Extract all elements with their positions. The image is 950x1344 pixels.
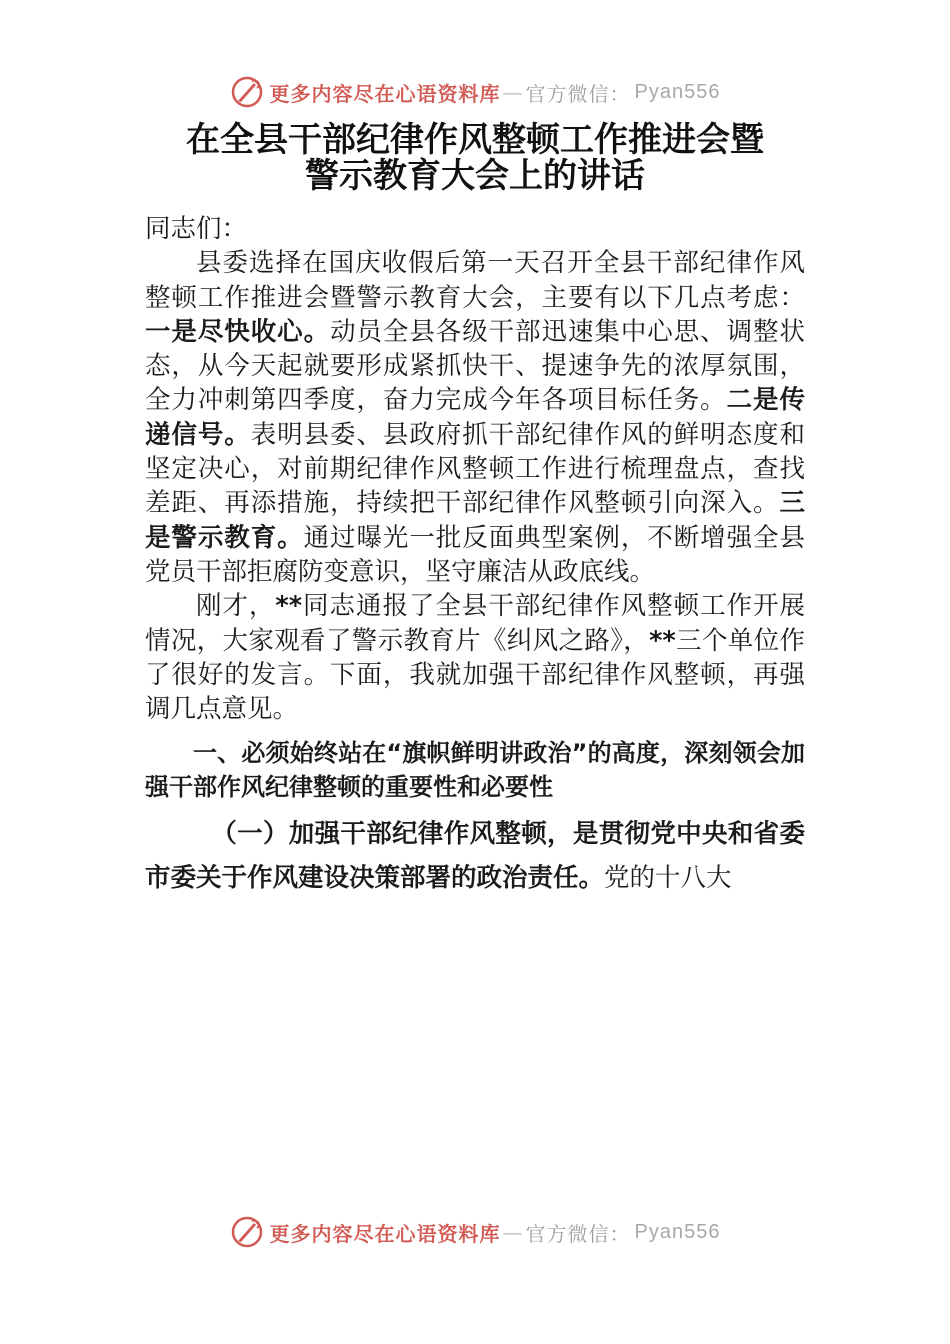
watermark-separator: — [502,80,524,104]
p1-intro: 县委选择在国庆收假后第一天召开全县干部纪律作风整顿工作推进会暨警示教育大会，主要有以下几点考虑： [145,248,805,313]
title-line-2: 警示教育大会上的讲话 [305,156,645,196]
p2-a: 刚才， [196,591,276,622]
p1-point-1-text: 动员全县各级干部迅速集中心思、调整状态，从今天起就要形成紧抓快干、提速争先的浓厚氛围，全力冲刺第四季度，奋力完成今年各项目标任务。 [145,316,805,416]
p1-point-2: 二是传递信号。 [145,385,805,450]
watermark-header [0,72,950,112]
watermark-label: 官方微信： [525,1221,631,1246]
section-heading-1: 一、必须始终站在“旗帜鲜明讲政治”的高度，深刻领会加强干部作风纪律整顿的重要性和必要性 [145,739,805,802]
subsection-heading-bold: （一）加强干部纪律作风整顿，是贯彻党中央和省委市委关于作风建设决策部署的政治责任。 [145,819,805,894]
watermark-wechat-id: Pyan556 [634,80,721,103]
document-title [150,122,800,194]
watermark-separator: — [502,1220,524,1244]
p1-point-2-text: 表明县委、县政府抓干部纪律作风的鲜明态度和坚定决心，对前期纪律作风整顿工作进行梳理盘点，查找差距、再添措施，持续把干部纪律作风整顿引向深入。 [145,419,805,519]
quill-seal-icon [230,75,264,109]
document-body [145,212,805,900]
subsection-heading-text: 党的十八大 [604,863,732,894]
p1-point-3-text: 通过曝光一批反面典型案例，不断增强全县党员干部拒腐防变意识，坚守廉洁从政底线。 [145,522,805,587]
watermark-text: 更多内容尽在心语资料库 [269,1221,501,1246]
title-line-1: 在全县干部纪律作风整顿工作推进会暨 [186,120,764,160]
quill-seal-icon [230,1215,264,1249]
p1-point-3: 三是警示教育。 [145,488,805,553]
p2-b: 同志通报了全县干部纪律作风整顿工作开展情况，大家观看了警示教育片《纠风之路》， [145,591,805,656]
watermark-text: 更多内容尽在心语资料库 [269,81,501,106]
watermark-footer [0,1212,950,1252]
p2-placeholder-1: ** [275,591,303,622]
p2-placeholder-2: ** [649,625,676,656]
paragraph-1 [145,246,805,589]
watermark-label: 官方微信： [525,81,631,106]
salutation: 同志们： [145,214,248,244]
p2-c: 三个单位作了很好的发言。下面，我就加强干部纪律作风整顿，再强调几点意见。 [145,625,805,725]
p1-point-1: 一是尽快收心。 [145,316,331,347]
subsection-heading-1 [145,812,805,900]
watermark-wechat-id: Pyan556 [634,1220,721,1243]
paragraph-2 [145,589,805,726]
